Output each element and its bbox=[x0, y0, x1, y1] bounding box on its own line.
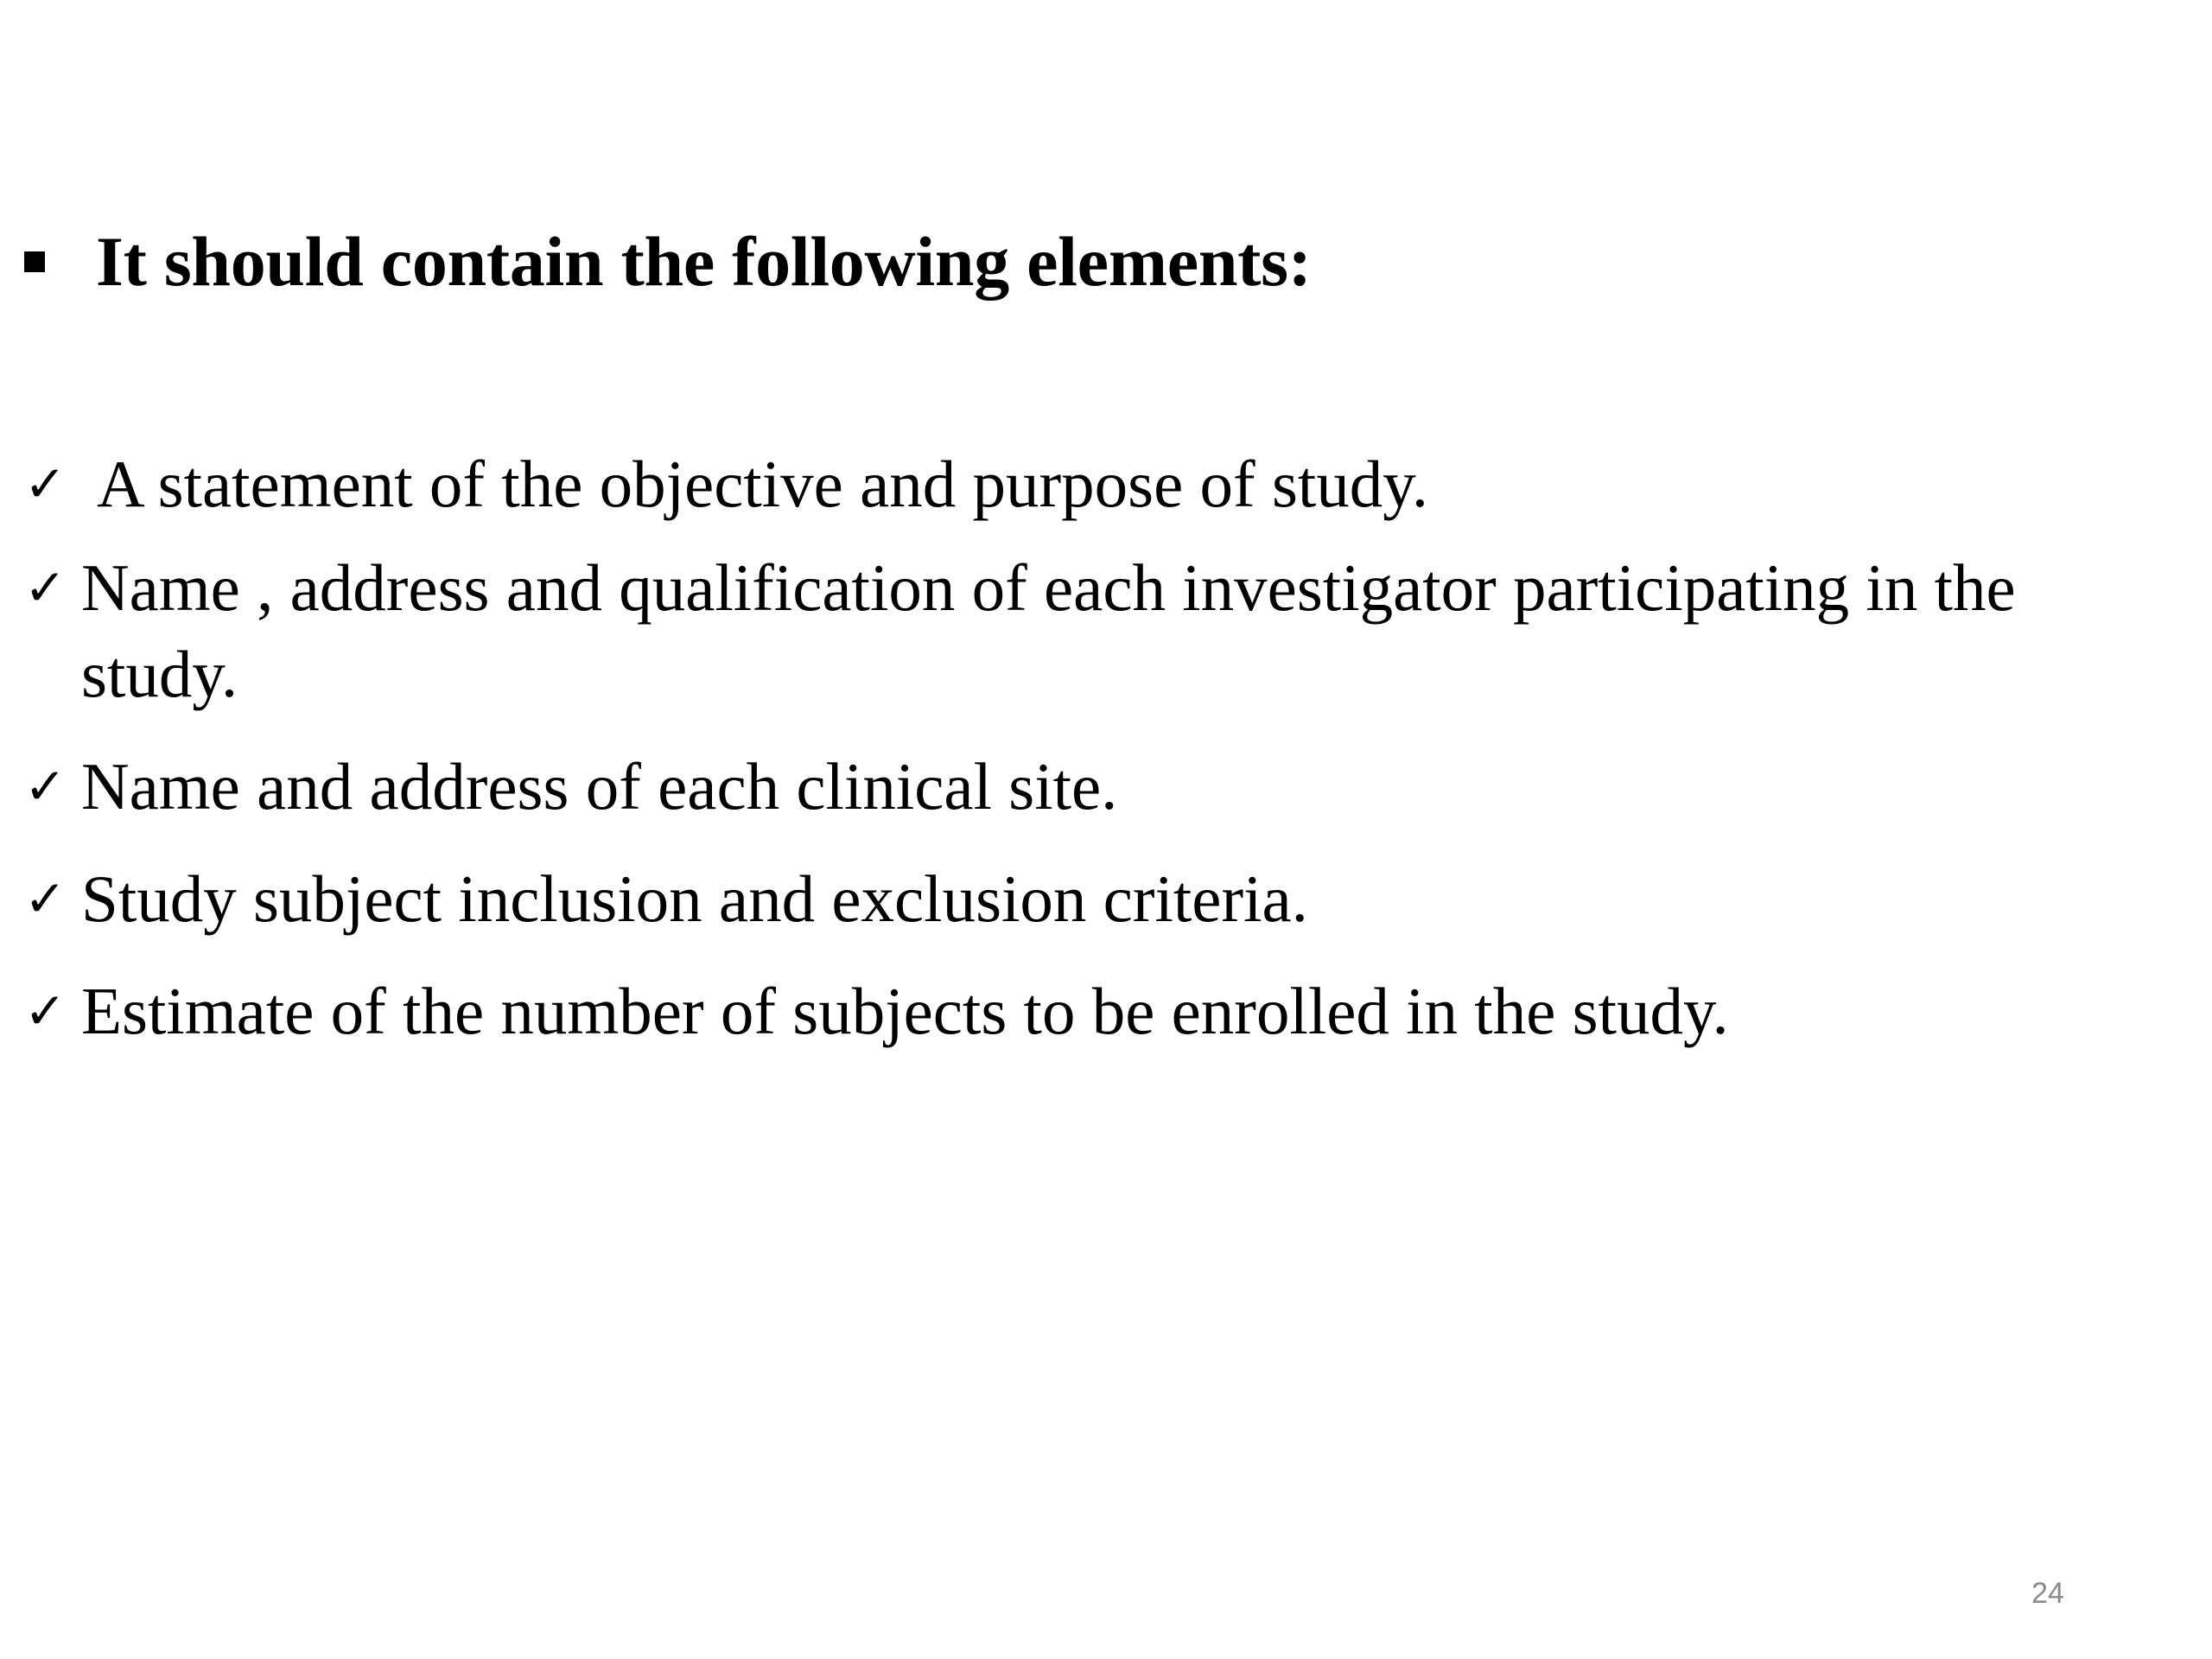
check-mark-icon: ✓ bbox=[24, 454, 67, 513]
checklist-item bbox=[24, 544, 2167, 717]
check-mark-icon: ✓ bbox=[24, 757, 67, 816]
checklist-item-text: A statement of the objective and purpose of study. bbox=[97, 447, 1429, 521]
checklist-item bbox=[24, 743, 2167, 830]
check-mark-icon: ✓ bbox=[24, 869, 67, 928]
page-number: 24 bbox=[2031, 1577, 2064, 1610]
checklist-item bbox=[24, 968, 2167, 1054]
checklist-item-text: Name , address and qualification of each investigator participating in the study. bbox=[81, 550, 2016, 711]
slide-heading: It should contain the following elements: bbox=[96, 222, 1312, 301]
check-mark-icon: ✓ bbox=[24, 982, 67, 1040]
checklist-item bbox=[24, 855, 2167, 942]
checklist bbox=[24, 441, 2167, 1080]
square-bullet-icon bbox=[24, 251, 45, 272]
check-mark-icon: ✓ bbox=[24, 558, 67, 617]
checklist-item-text: Name and address of each clinical site. bbox=[81, 749, 1118, 823]
heading-row bbox=[24, 214, 1312, 309]
checklist-item-text: Estimate of the number of subjects to be enrolled in the study. bbox=[81, 974, 1729, 1048]
checklist-item-text: Study subject inclusion and exclusion criteria. bbox=[81, 861, 1308, 936]
checklist-item bbox=[24, 441, 2167, 527]
